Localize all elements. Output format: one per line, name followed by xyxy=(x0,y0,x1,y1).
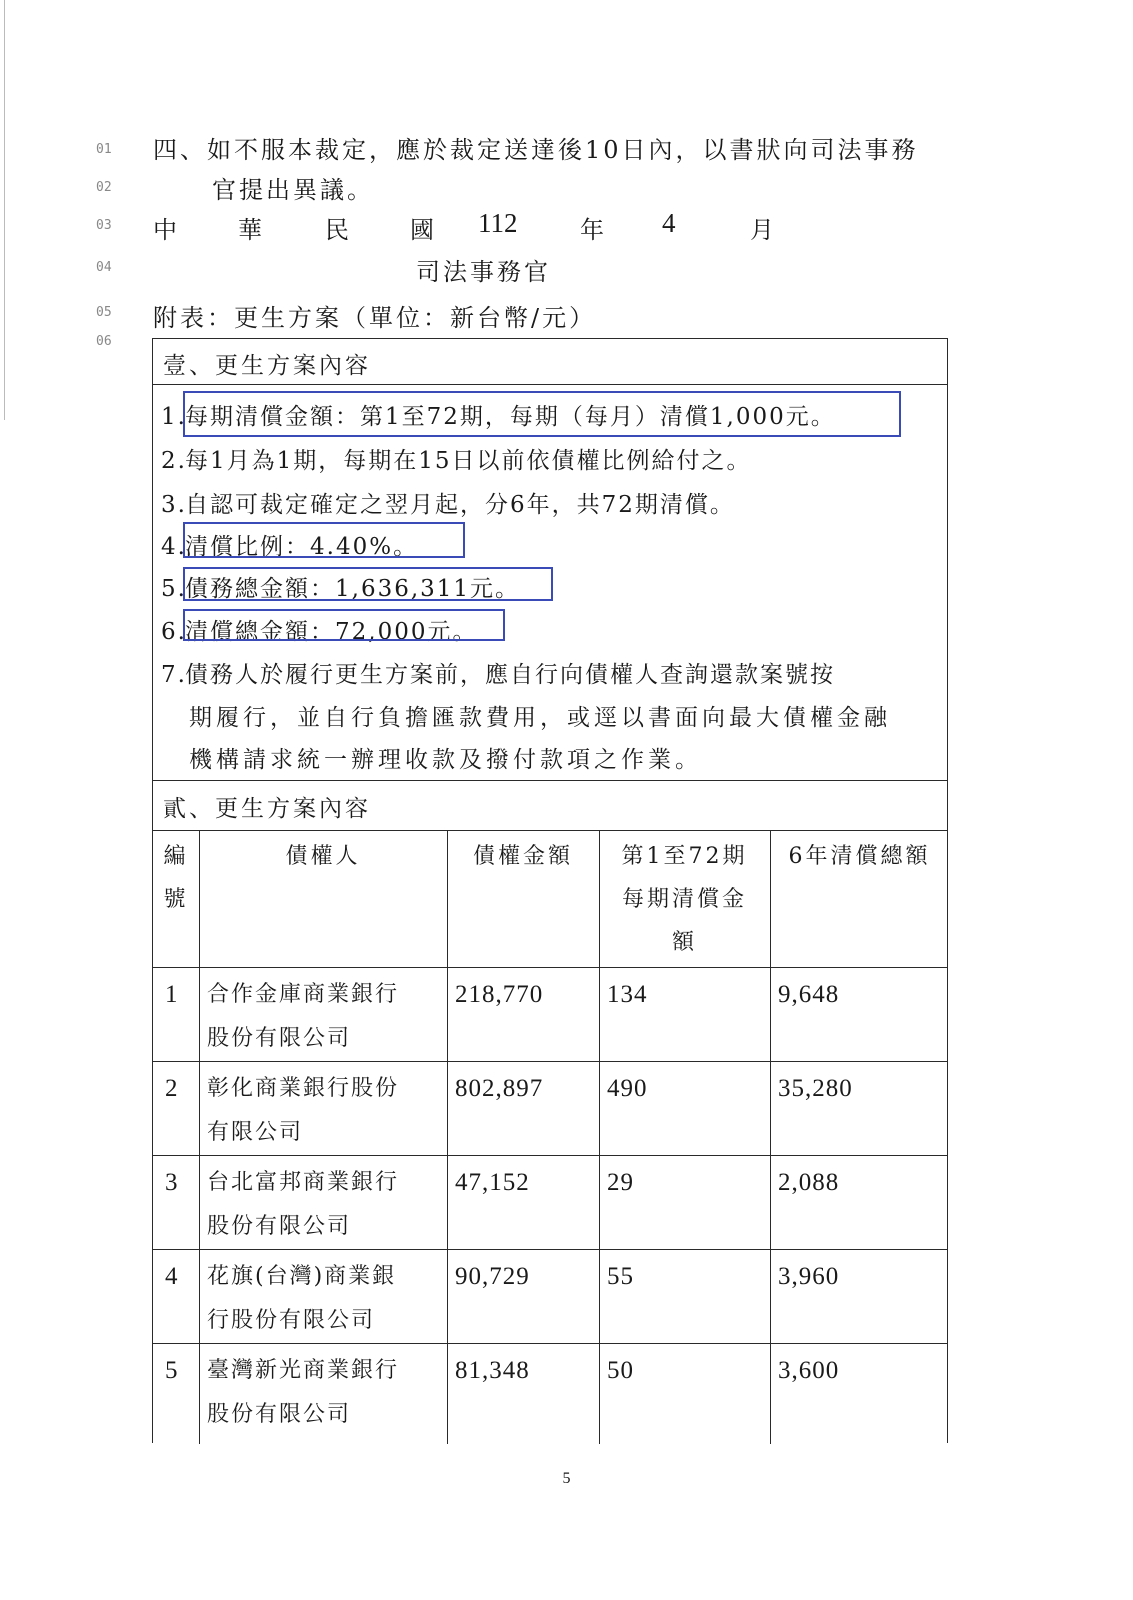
claim-amount: 81,348 xyxy=(455,1357,530,1384)
column-line xyxy=(447,830,448,1444)
item-text: 自認可裁定確定之翌月起，分6年，共72期清償。 xyxy=(185,492,735,518)
column-line xyxy=(199,830,200,1444)
item-number: 6. xyxy=(161,619,187,645)
section2-heading: 貳、更生方案內容 xyxy=(163,796,371,822)
claim-amount: 218,770 xyxy=(455,981,544,1008)
creditor-name xyxy=(207,1349,399,1437)
item-text: 每期清償金額：第1至72期，每期（每月）清償1,000元。 xyxy=(185,404,836,430)
creditor-line: 行股份有限公司 xyxy=(207,1308,376,1333)
header-per-period-line: 第1至72期 xyxy=(621,844,748,869)
line-number: 06 xyxy=(96,334,112,349)
item-number: 7. xyxy=(161,662,187,688)
per-period-amount: 490 xyxy=(607,1075,648,1102)
row-number: 1 xyxy=(165,981,179,1008)
row-number: 3 xyxy=(165,1169,179,1196)
appendix-title: 附表：更生方案（單位：新台幣/元） xyxy=(153,304,597,332)
row-number: 2 xyxy=(165,1075,179,1102)
header-per-period-line: 每期清償金 xyxy=(621,887,747,912)
total-amount: 3,600 xyxy=(778,1357,840,1384)
line-number: 02 xyxy=(96,180,112,195)
plan-item xyxy=(161,442,752,475)
item-text: 債務人於履行更生方案前，應自行向債權人查詢還款案號按 xyxy=(185,662,835,688)
claim-amount: 90,729 xyxy=(455,1263,530,1290)
header-creditor: 債權人 xyxy=(285,844,361,869)
divider xyxy=(153,1343,947,1344)
plan-item xyxy=(161,486,735,519)
per-period-amount: 55 xyxy=(607,1263,634,1290)
date-char: 中 xyxy=(153,216,177,244)
header-per-period-line: 額 xyxy=(671,930,697,955)
date-char: 國 xyxy=(410,216,434,244)
divider xyxy=(153,967,947,968)
header-per-period xyxy=(599,835,770,964)
item-text: 每1月為1期，每期在15日以前依債權比例給付之。 xyxy=(185,448,752,474)
date-char: 華 xyxy=(238,216,262,244)
highlight-box xyxy=(183,567,553,601)
item-number: 1. xyxy=(161,404,187,430)
row-number: 5 xyxy=(165,1357,179,1384)
creditor-line: 花旗(台灣)商業銀 xyxy=(207,1264,397,1289)
date-char: 月 xyxy=(750,216,774,244)
creditor-name xyxy=(207,1161,399,1249)
line-number: 04 xyxy=(96,260,112,275)
item-number: 4. xyxy=(161,534,187,560)
signer-title: 司法事務官 xyxy=(416,258,551,286)
claim-amount: 47,152 xyxy=(455,1169,530,1196)
header-total: 6年清償總額 xyxy=(788,844,931,869)
plan-item xyxy=(161,656,835,689)
creditor-line: 股份有限公司 xyxy=(207,1402,352,1427)
header-no-char: 號 xyxy=(163,887,189,912)
creditor-line: 臺灣新光商業銀行 xyxy=(207,1358,400,1383)
section1-heading: 壹、更生方案內容 xyxy=(163,353,371,379)
creditor-line: 股份有限公司 xyxy=(207,1026,352,1051)
per-period-amount: 50 xyxy=(607,1357,634,1384)
total-amount: 2,088 xyxy=(778,1169,840,1196)
per-period-amount: 134 xyxy=(607,981,648,1008)
item7-continuation: 機構請求統一辦理收款及撥付款項之作業。 xyxy=(189,747,702,773)
creditor-line: 有限公司 xyxy=(207,1120,304,1145)
plan-table xyxy=(152,338,948,1443)
per-period-amount: 29 xyxy=(607,1169,634,1196)
item7-continuation: 期履行，並自行負擔匯款費用，或逕以書面向最大債權金融 xyxy=(189,705,891,731)
creditor-line: 台北富邦商業銀行 xyxy=(207,1170,400,1195)
creditor-name xyxy=(207,1255,396,1343)
divider xyxy=(153,1249,947,1250)
column-line xyxy=(770,830,771,1444)
total-amount: 3,960 xyxy=(778,1263,840,1290)
creditor-name xyxy=(207,1067,399,1155)
highlight-box xyxy=(183,609,505,641)
date-year: 112 xyxy=(478,208,518,238)
divider xyxy=(153,830,947,831)
item-number: 3. xyxy=(161,492,187,518)
line-number: 05 xyxy=(96,305,112,320)
objection-paragraph-line2: 官提出異議。 xyxy=(212,176,374,204)
header-no xyxy=(153,835,199,921)
creditor-name xyxy=(207,973,399,1061)
claim-amount: 802,897 xyxy=(455,1075,544,1102)
total-amount: 9,648 xyxy=(778,981,840,1008)
row-number: 4 xyxy=(165,1263,179,1290)
divider xyxy=(153,384,947,385)
creditor-line: 合作金庫商業銀行 xyxy=(207,982,400,1007)
line-number: 01 xyxy=(96,142,112,157)
date-char: 民 xyxy=(325,216,349,244)
page-number: 5 xyxy=(562,1470,571,1487)
item-number: 5. xyxy=(161,576,187,602)
date-month: 4 xyxy=(662,208,676,238)
item-text: 清償比例：4.40%。 xyxy=(185,534,419,560)
item-text: 債務總金額：1,636,311元。 xyxy=(185,576,521,602)
total-amount: 35,280 xyxy=(778,1075,853,1102)
creditor-line: 彰化商業銀行股份 xyxy=(207,1076,400,1101)
divider xyxy=(153,1155,947,1156)
item-text: 清償總金額：72,000元。 xyxy=(185,619,478,645)
highlight-box xyxy=(183,522,465,558)
date-char: 年 xyxy=(580,216,604,244)
line-number: 03 xyxy=(96,218,112,233)
creditor-line: 股份有限公司 xyxy=(207,1214,352,1239)
objection-paragraph-line1: 四、如不服本裁定，應於裁定送達後10日內，以書狀向司法事務 xyxy=(153,136,919,164)
header-amount: 債權金額 xyxy=(472,844,573,869)
highlight-box xyxy=(183,391,901,437)
divider xyxy=(153,1061,947,1062)
header-no-char: 編 xyxy=(163,844,189,869)
divider xyxy=(153,780,947,781)
item-number: 2. xyxy=(161,448,187,474)
scan-edge-line xyxy=(4,0,5,420)
